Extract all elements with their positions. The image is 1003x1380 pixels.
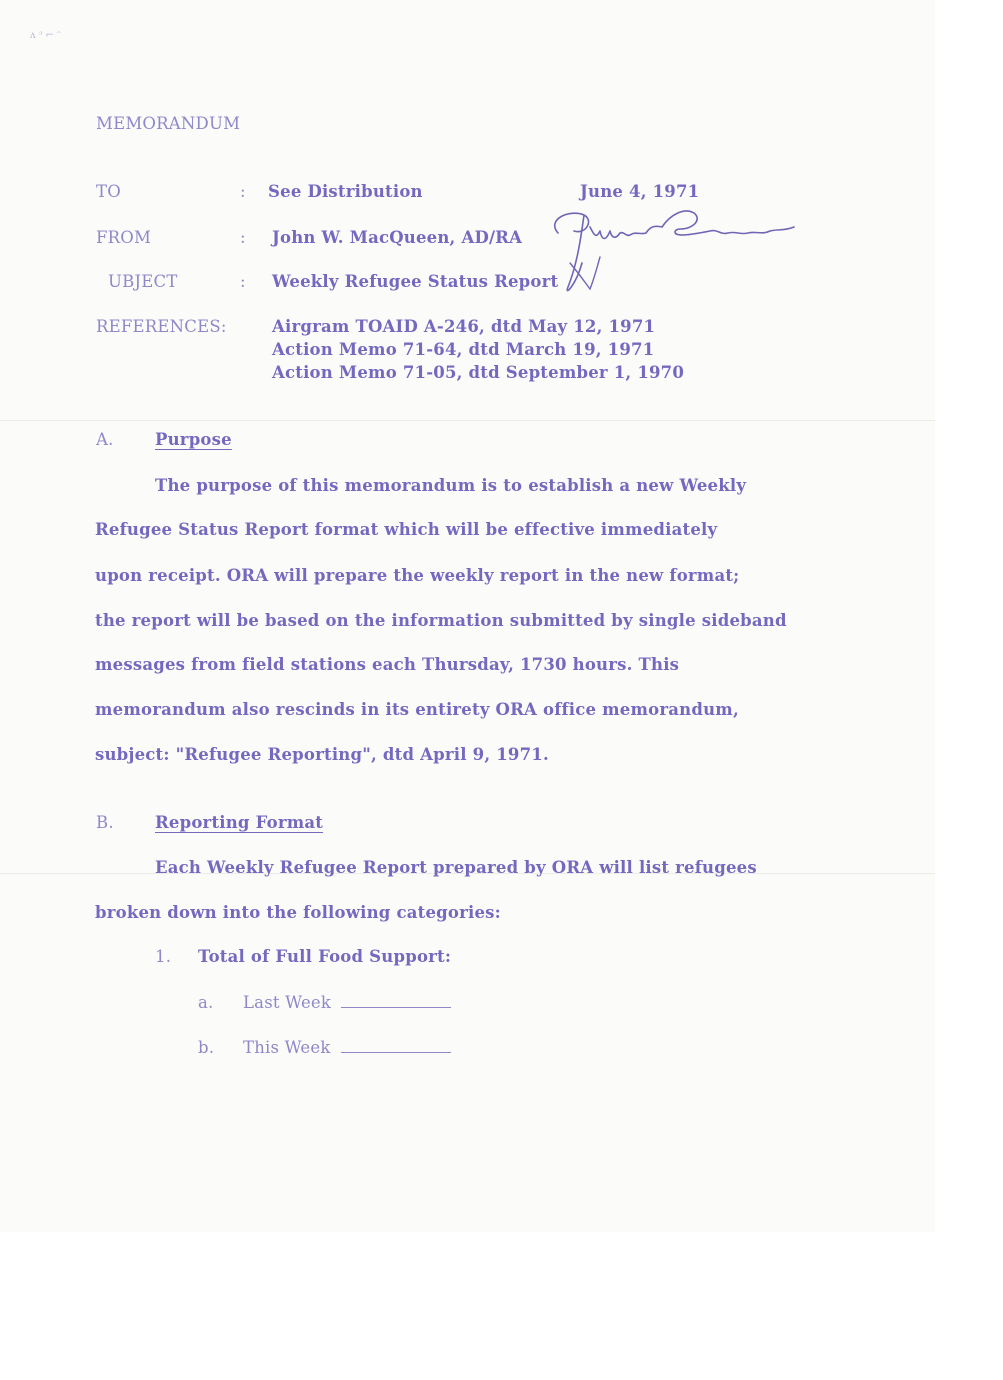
paragraph-line: The purpose of this memorandum is to establish a new Weekly	[155, 476, 747, 495]
sub-a-blank	[341, 993, 451, 1008]
to-value: See Distribution	[268, 182, 423, 201]
paragraph-line: broken down into the following categories:	[95, 903, 501, 922]
paragraph-line: memorandum also rescinds in its entirety ORA office memorandum,	[95, 700, 739, 719]
to-label: TO	[96, 182, 121, 201]
subject-label: UBJECT	[108, 272, 178, 291]
from-label: FROM	[96, 228, 152, 247]
fold-line	[0, 420, 935, 421]
paragraph-line: messages from field stations each Thursday, 1730 hours. This	[95, 655, 680, 674]
paragraph-line: Refugee Status Report format which will be effective immediately	[95, 520, 718, 539]
subject-value: Weekly Refugee Status Report	[272, 272, 559, 291]
paragraph-line: upon receipt. ORA will prepare the weekly report in the new format;	[95, 566, 740, 585]
to-separator: :	[240, 182, 246, 201]
sub-a-text: Last Week	[243, 993, 332, 1012]
paragraph-line: the report will be based on the information submitted by single sideband	[95, 611, 787, 630]
from-separator: :	[240, 228, 246, 247]
sub-a-row	[243, 993, 451, 1012]
subject-separator: :	[240, 272, 246, 291]
reference-line: Action Memo 71-64, dtd March 19, 1971	[272, 340, 655, 359]
memo-date: June 4, 1971	[580, 182, 700, 201]
references-label: REFERENCES:	[96, 317, 227, 336]
memo-heading: MEMORANDUM	[96, 114, 241, 133]
sub-b-letter: b.	[198, 1038, 215, 1057]
sub-b-blank	[341, 1038, 451, 1053]
section-b-letter: B.	[96, 813, 114, 832]
sub-b-text: This Week	[243, 1038, 331, 1057]
from-value: John W. MacQueen, AD/RA	[272, 228, 523, 247]
corner-mark: ᴧ ᵓ ⌐ ᵔ	[30, 30, 61, 41]
section-a-title: Purpose	[155, 430, 232, 449]
section-a-letter: A.	[96, 430, 114, 449]
sub-b-row	[243, 1038, 451, 1057]
item-1-text: Total of Full Food Support:	[198, 947, 452, 966]
reference-line: Airgram TOAID A-246, dtd May 12, 1971	[272, 317, 656, 336]
item-1-number: 1.	[155, 947, 172, 966]
section-b-title: Reporting Format	[155, 813, 324, 832]
paragraph-line: subject: "Refugee Reporting", dtd April 9, 1971.	[95, 745, 549, 764]
reference-line: Action Memo 71-05, dtd September 1, 1970	[272, 363, 685, 382]
handwritten-signature	[550, 205, 800, 300]
paragraph-line: Each Weekly Refugee Report prepared by ORA will list refugees	[155, 858, 757, 877]
sub-a-letter: a.	[198, 993, 214, 1012]
